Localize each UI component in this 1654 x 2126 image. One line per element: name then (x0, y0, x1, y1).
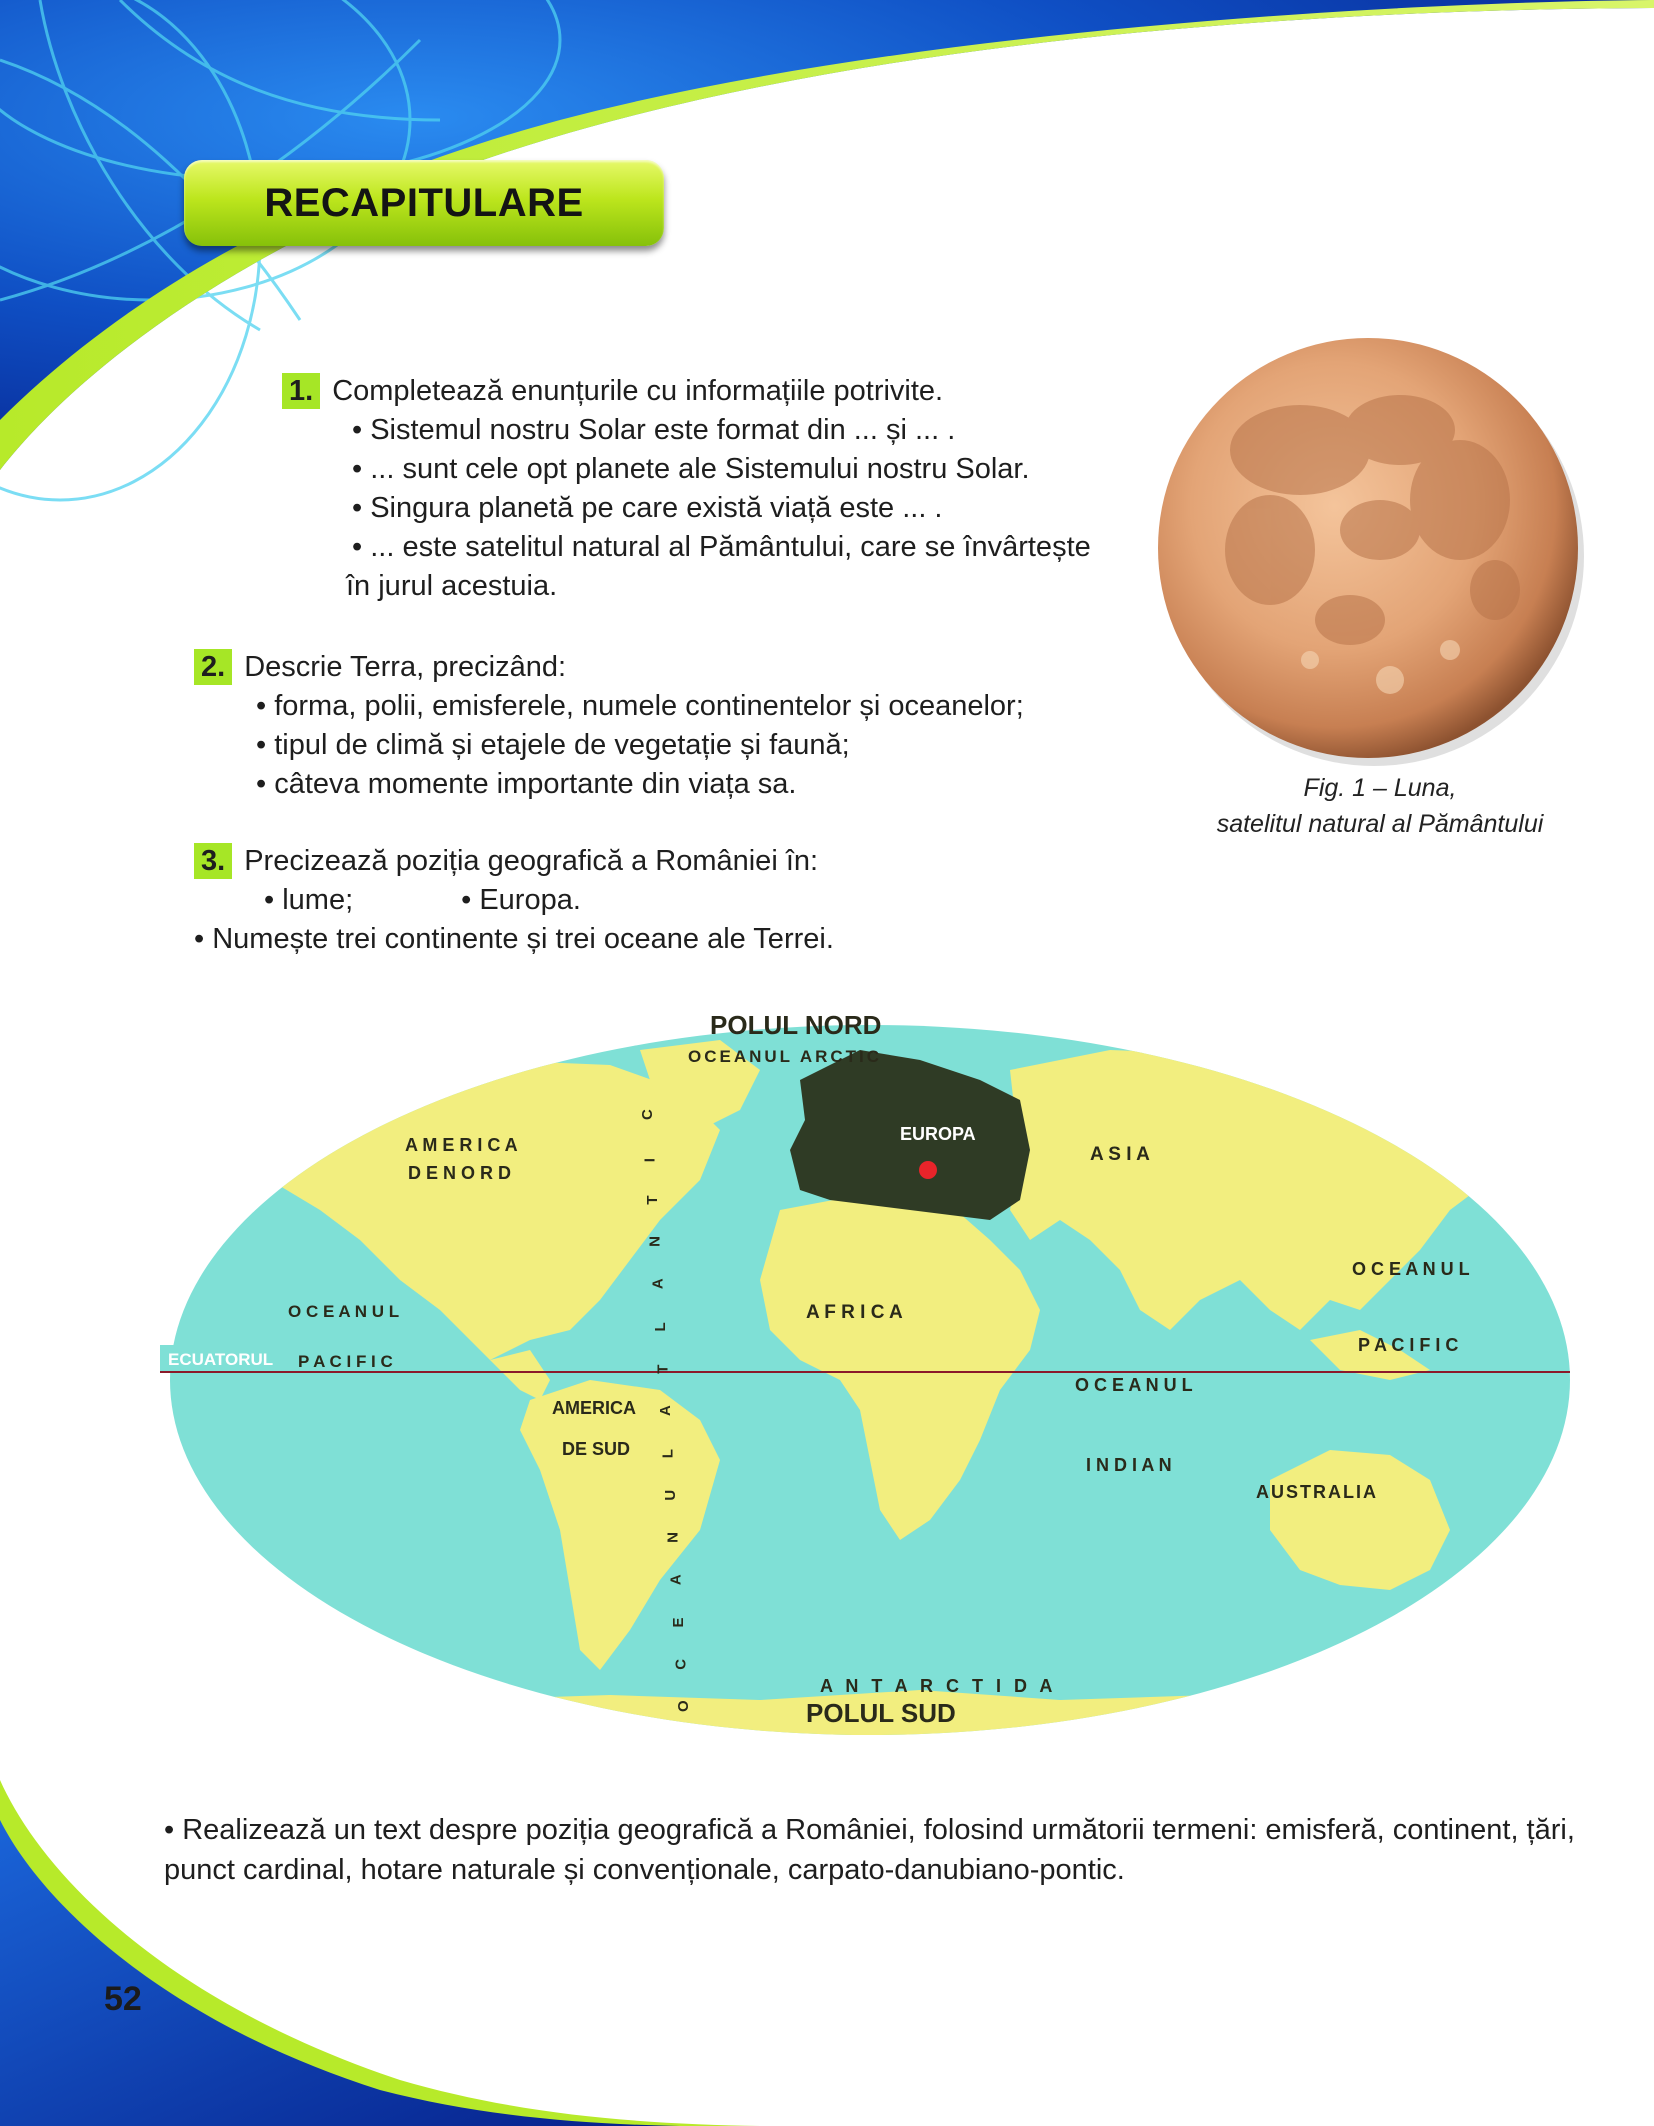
page-number: 52 (104, 1980, 142, 2018)
arctic-ocean-label: OCEANUL ARCTIC (688, 1047, 883, 1066)
exercise-number: 2. (194, 649, 232, 685)
exercise-3-extra: • Numește trei continente și trei oceane ale Terrei. (194, 923, 834, 955)
list-item: în jurul acestuia. (346, 570, 558, 602)
indian-ocean-label-2: I N D I A N (1086, 1455, 1172, 1475)
atlantic-letter: I (641, 1158, 659, 1163)
atlantic-letter: T (654, 1364, 672, 1374)
exercise-prompt: Completează enunțurile cu informațiile potrivite. (332, 375, 944, 407)
world-map (160, 1010, 1580, 1760)
north-pole-label: POLUL NORD (710, 1010, 882, 1040)
list-item: • ... este satelitul natural al Pământului, care se învârtește (352, 531, 1091, 563)
south-pole-label: POLUL SUD (806, 1698, 956, 1728)
section-title: RECAPITULARE (264, 180, 584, 225)
asia-label: A S I A (1090, 1144, 1150, 1165)
africa-label: A F R I C A (806, 1302, 903, 1323)
option-item: • Europa. (461, 884, 581, 916)
atlantic-letter: T (644, 1195, 662, 1205)
atlantic-letter: U (662, 1489, 680, 1501)
atlantic-letter: L (651, 1322, 669, 1332)
pacific-east-label-2: P A C I F I C (1358, 1335, 1459, 1355)
new-zealand-shape (1470, 1570, 1495, 1610)
atlantic-letter: L (659, 1449, 677, 1459)
exercise-2 (194, 648, 1024, 804)
moon-image (1150, 330, 1590, 770)
equator-label: ECUATORUL (168, 1350, 274, 1369)
atlantic-letter: C (672, 1658, 690, 1670)
option-item: • lume; (264, 884, 354, 916)
pacific-west-label-2: P A C I F I C (298, 1352, 393, 1371)
north-america-label-2: D E N O R D (408, 1163, 512, 1183)
atlantic-letter: A (667, 1574, 685, 1586)
antarctica-label: A N T A R C T I D A (820, 1676, 1057, 1696)
list-item: • câteva momente importante din viața sa. (256, 768, 797, 800)
list-item: • forma, polii, emisferele, numele continentelor și oceanelor; (256, 690, 1024, 722)
atlantic-letter: A (657, 1405, 674, 1416)
exercise-3 (194, 842, 818, 920)
exercise-prompt: Precizează poziția geografică a României în: (244, 845, 819, 877)
caption-line: Fig. 1 – Luna, (1303, 774, 1457, 802)
atlantic-letter: C (639, 1109, 656, 1120)
europe-label: EUROPA (900, 1124, 976, 1144)
indian-ocean-label-1: O C E A N U L (1075, 1375, 1193, 1395)
north-america-label-1: A M E R I C A (405, 1135, 518, 1155)
exercise-number: 1. (282, 373, 320, 409)
south-america-label-1: AMERICA (552, 1398, 636, 1418)
atlantic-letter: O (675, 1700, 692, 1712)
caption-line: satelitul natural al Pământului (1216, 810, 1544, 838)
list-item: • Sistemul nostru Solar este format din ... și ... . (352, 414, 956, 446)
pacific-west-label-1: O C E A N U L (288, 1302, 400, 1321)
pacific-east-label-1: O C E A N U L (1352, 1259, 1470, 1279)
list-item: • ... sunt cele opt planete ale Sistemului nostru Solar. (352, 453, 1030, 485)
exercise-prompt: Descrie Terra, precizând: (244, 651, 567, 683)
section-title-badge (184, 160, 664, 246)
atlantic-letter: E (669, 1617, 687, 1628)
atlantic-letter: N (646, 1236, 664, 1247)
atlantic-letter: N (664, 1532, 682, 1543)
atlantic-letter: A (649, 1278, 667, 1290)
final-task: • Realizează un text despre poziția geografică a României, folosind următorii termeni: emisferă, continent, țări, punct cardinal, hotare naturale și convenționale, carpato-danubiano-pontic. (164, 1814, 1575, 1886)
figure-caption (1130, 770, 1630, 842)
bottom-decoration (0, 1780, 900, 2126)
list-item: • tipul de climă și etajele de vegetație și faună; (256, 729, 850, 761)
exercise-number: 3. (194, 843, 232, 879)
exercise-1 (282, 372, 1091, 606)
romania-marker (919, 1161, 937, 1179)
australia-label: AUSTRALIA (1256, 1482, 1378, 1502)
list-item: • Singura planetă pe care există viață este ... . (352, 492, 943, 524)
south-america-label-2: DE SUD (562, 1439, 631, 1459)
